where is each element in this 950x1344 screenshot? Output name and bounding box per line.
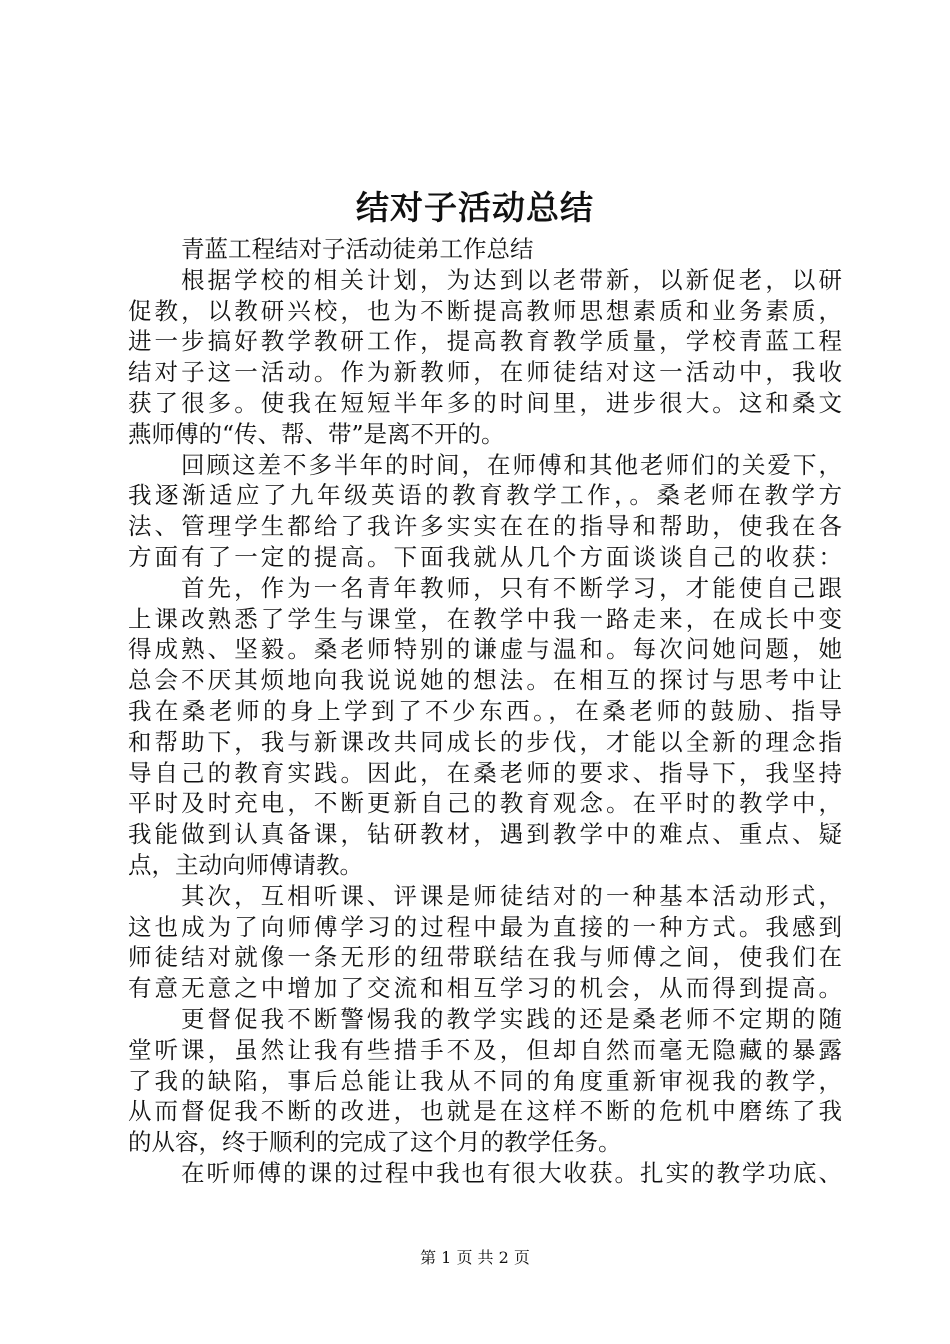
text-line: 在听师傅的课的过程中我也有很大收获。扎实的教学功底、 [181, 1158, 842, 1187]
text-line: 进一步搞好教学教研工作，提高教育教学质量，学校青蓝工程 [128, 327, 842, 356]
text-line: 法、管理学生都给了我许多实实在在的指导和帮助，使我在各 [128, 512, 842, 541]
text-line: 堂听课，虽然让我有些措手不及，但却自然而毫无隐藏的暴露 [128, 1035, 842, 1064]
document-body [128, 234, 842, 1189]
text-line: 的从容，终于顺利的完成了这个月的教学任务。 [128, 1128, 622, 1157]
text-line: 导自己的教育实践。因此，在桑老师的要求、指导下，我坚持 [128, 758, 842, 787]
text-line: 促教，以教研兴校，也为不断提高教师思想素质和业务素质， [128, 296, 842, 325]
text-line: 这也成为了向师傅学习的过程中最为直接的一种方式。我感到 [128, 912, 842, 941]
text-line: 其次，互相听课、评课是师徒结对的一种基本活动形式， [181, 881, 842, 910]
document-title: 结对子活动总结 [356, 188, 594, 227]
page-footer: 第 1 页 共 2 页 [420, 1248, 530, 1267]
text-line: 了我的缺陷，事后总能让我从不同的角度重新审视我的教学， [128, 1066, 842, 1095]
text-line: 师徒结对就像一条无形的纽带联结在我与师傅之间，使我们在 [128, 943, 842, 972]
text-line: 首先，作为一名青年教师，只有不断学习，才能使自己跟 [181, 573, 842, 602]
text-line: 总会不厌其烦地向我说说她的想法。在相互的探讨与思考中让 [128, 666, 842, 695]
text-line: 有意无意之中增加了交流和相互学习的机会，从而得到提高。 [128, 974, 842, 1003]
text-line: 结对子这一活动。作为新教师，在师徒结对这一活动中，我收 [128, 358, 842, 387]
text-line: 获了很多。使我在短短半年多的时间里，进步很大。这和桑文 [128, 388, 842, 417]
text-line: 从而督促我不断的改进，也就是在这样不断的危机中磨练了我 [128, 1097, 842, 1126]
text-line: 点，主动向师傅请教。 [128, 850, 363, 879]
text-line: 更督促我不断警惕我的教学实践的还是桑老师不定期的随 [181, 1004, 842, 1033]
text-line: 我能做到认真备课，钻研教材，遇到教学中的难点、重点、疑 [128, 820, 842, 849]
text-line: 燕师傅的“传、帮、带”是离不开的。 [128, 419, 505, 448]
text-line: 回顾这差不多半年的时间，在师傅和其他老师们的关爱下， [181, 450, 842, 479]
text-line: 我逐渐适应了九年级英语的教育教学工作，。桑老师在教学方 [128, 481, 842, 510]
text-line: 青蓝工程结对子活动徒弟工作总结 [181, 235, 534, 263]
text-line: 平时及时充电，不断更新自己的教育观念。在平时的教学中， [128, 789, 842, 818]
text-line: 上课改熟悉了学生与课堂，在教学中我一路走来，在成长中变 [128, 604, 842, 633]
text-line: 我在桑老师的身上学到了不少东西。，在桑老师的鼓励、指导 [128, 696, 842, 725]
text-line: 根据学校的相关计划，为达到以老带新，以新促老，以研 [181, 265, 842, 294]
text-line: 得成熟、坚毅。桑老师特别的谦虚与温和。每次问她问题，她 [128, 635, 842, 664]
text-line: 方面有了一定的提高。下面我就从几个方面谈谈自己的收获： [128, 542, 842, 571]
text-line: 和帮助下，我与新课改共同成长的步伐，才能以全新的理念指 [128, 727, 842, 756]
